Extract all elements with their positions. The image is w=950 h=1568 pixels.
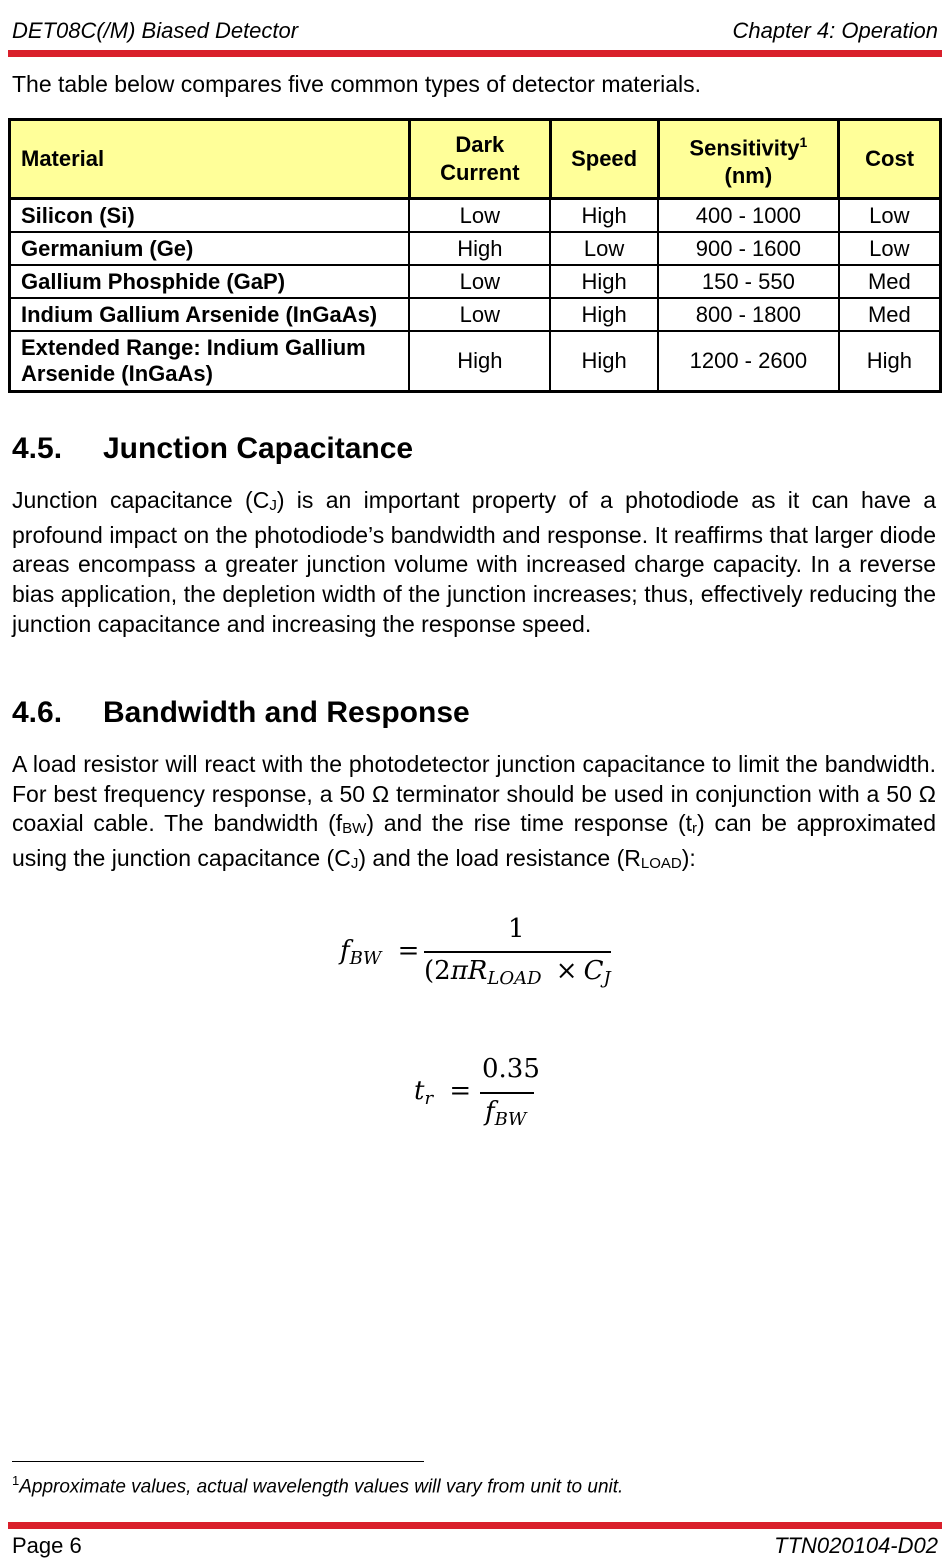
- cell-speed: High: [550, 265, 658, 298]
- cell-cost: Med: [839, 298, 941, 331]
- footnote-rule: [12, 1461, 424, 1462]
- cell-cost: Med: [839, 265, 941, 298]
- eq2-denominator: fBW: [485, 1097, 527, 1130]
- footnote-ref: 1: [799, 133, 808, 150]
- cell-cost: Low: [839, 232, 941, 265]
- cell-speed: High: [550, 331, 658, 392]
- eq2-fraction-bar: [480, 1092, 534, 1094]
- section-heading-4-5: [12, 432, 413, 466]
- cell-sensitivity: 800 - 1800: [658, 298, 839, 331]
- eq1-numerator: 1: [508, 914, 525, 944]
- page-header: [12, 18, 938, 48]
- footer-rule: [8, 1522, 942, 1529]
- table-row: [10, 232, 941, 265]
- cell-dark-current: High: [409, 232, 550, 265]
- section-heading-4-6: [12, 696, 470, 730]
- col-header-dark-current: Dark Current: [409, 120, 550, 199]
- cell-speed: High: [550, 199, 658, 233]
- col-header-material: Material: [10, 120, 410, 199]
- bandwidth-paragraph: A load resistor will react with the photodetector junction capacitance to limit the bandwidth. For best frequency response, a 50 Ω terminator should be used in conjunction with a 50 Ω coaxial cable. The bandwidth (fBW) and the rise time response (tr) can be approximated using the junction capacitance (CJ) and the load resistance (RLOAD):: [12, 751, 937, 873]
- eq1-denominator: (2πRLOAD × CJ: [424, 956, 611, 989]
- header-doc-title: DET08C(/M) Biased Detector: [12, 18, 299, 43]
- footnote: $^1$Approximate values, actual wavelength values will vary from unit to unit.: [12, 1473, 624, 1498]
- table-row: [10, 331, 941, 392]
- cell-material: Gallium Phosphide (GaP): [10, 265, 410, 298]
- page-footer: [12, 1533, 938, 1559]
- header-chapter: Chapter 4: Operation: [732, 18, 938, 43]
- intro-text: The table below compares five common types of detector materials.: [12, 71, 702, 97]
- materials-table: [8, 118, 942, 393]
- cell-sensitivity: 1200 - 2600: [658, 331, 839, 392]
- table-row: [10, 265, 941, 298]
- col-header-sensitivity: Sensitivity$^1$ (nm): [658, 120, 839, 199]
- header-rule: [8, 50, 942, 57]
- eq2-lhs: tr =: [414, 1076, 472, 1109]
- section-title: Bandwidth and Response: [103, 696, 470, 729]
- eq2-numerator: 0.35: [482, 1054, 540, 1084]
- cell-material: Indium Gallium Arsenide (InGaAs): [10, 298, 410, 331]
- cell-material: Extended Range: Indium Gallium Arsenide (InGaAs): [10, 331, 410, 392]
- eq1-lhs: fBW =: [340, 936, 420, 969]
- cell-speed: High: [550, 298, 658, 331]
- cell-sensitivity: 150 - 550: [658, 265, 839, 298]
- doc-number: TTN020104-D02: [774, 1533, 938, 1558]
- section-number: 4.6.: [12, 696, 63, 729]
- cell-cost: High: [839, 331, 941, 392]
- cell-dark-current: High: [409, 331, 550, 392]
- table-row: [10, 298, 941, 331]
- cell-material: Silicon (Si): [10, 199, 410, 233]
- junction-capacitance-paragraph: Junction capacitance (CJ) is an important property of a photodiode as it can have a profound impact on the photodiode’s bandwidth and response. It reaffirms that larger diode areas encompass a greater junction volume with increased charge capacity. In a reverse bias application, the depletion width of the junction increases; thus, effectively reducing the junction capacitance and increasing the response speed.: [12, 487, 936, 637]
- cell-dark-current: Low: [409, 199, 550, 233]
- section-title: Junction Capacitance: [103, 432, 414, 465]
- section-number: 4.5.: [12, 432, 63, 465]
- table-row: [10, 199, 941, 233]
- cell-cost: Low: [839, 199, 941, 233]
- cell-dark-current: Low: [409, 265, 550, 298]
- cell-dark-current: Low: [409, 298, 550, 331]
- cell-material: Germanium (Ge): [10, 232, 410, 265]
- page-number: Page 6: [12, 1533, 82, 1558]
- cell-sensitivity: 900 - 1600: [658, 232, 839, 265]
- cell-speed: Low: [550, 232, 658, 265]
- eq1-fraction-bar: [424, 951, 611, 953]
- col-header-speed: Speed: [550, 120, 658, 199]
- cell-sensitivity: 400 - 1000: [658, 199, 839, 233]
- table-header-row: [10, 120, 941, 199]
- col-header-cost: Cost: [839, 120, 941, 199]
